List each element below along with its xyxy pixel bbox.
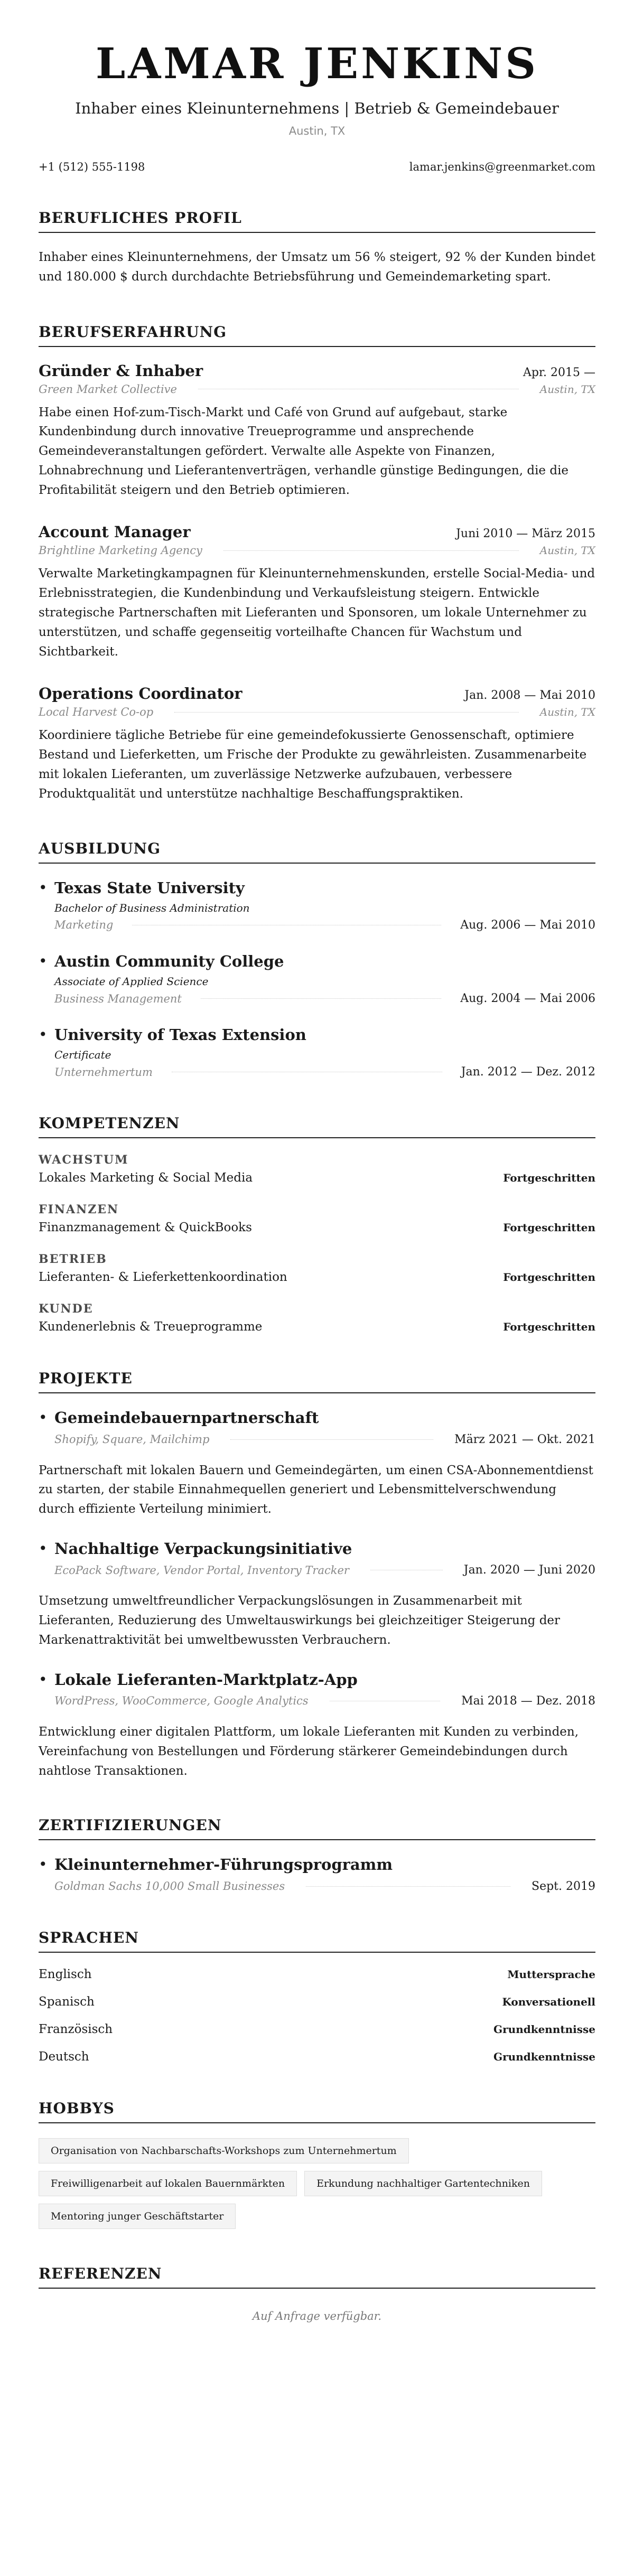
degree-name: Associate of Applied Science (54, 975, 209, 988)
dotted-divider (230, 1439, 433, 1440)
candidate-title: Inhaber eines Kleinunternehmens | Betrieb & Gemeindebauer (75, 99, 559, 117)
language-row (39, 1968, 595, 1981)
certification-issuer: Goldman Sachs 10,000 Small Businesses (54, 1880, 285, 1893)
job-company: Local Harvest Co-op (39, 706, 154, 719)
section-heading: BERUFLICHES PROFIL (39, 209, 595, 233)
skill-name: Lieferanten- & Lieferkettenkoordination (39, 1270, 287, 1285)
hobby-tag: Organisation von Nachbarschafts-Workshops zum Unternehmertum (39, 2138, 409, 2163)
project-description: Partnerschaft mit lokalen Bauern und Gemeindegärten, um einen CSA-Abonnementdienst zu starten, der stabile Einnahmequellen generiert und Lebensmittelverschwendung durch effiziente Verteilung minimiert. (39, 1463, 593, 1516)
education-entry (39, 952, 595, 1005)
skill-name: Finanzmanagement & QuickBooks (39, 1221, 252, 1235)
job-location: Austin, TX (539, 544, 595, 557)
education-dates: Jan. 2012 — Dez. 2012 (461, 1065, 595, 1079)
language-row (39, 2050, 595, 2064)
dotted-divider (201, 998, 441, 999)
education-dates: Aug. 2004 — Mai 2006 (460, 992, 595, 1006)
references-text: Auf Anfrage verfügbar. (252, 2309, 382, 2322)
language-name: Englisch (39, 1967, 92, 1981)
school-name: Austin Community College (54, 952, 284, 970)
bullet-icon: • (39, 1540, 48, 1558)
job-title: Account Manager (39, 523, 191, 541)
project-description: Entwicklung einer digitalen Plattform, um lokale Lieferanten mit Kunden zu verbinden, Vereinfachung von Bestellungen und Förderung stärkerer Gemeindebindungen durch nahtlose Transaktionen. (39, 1725, 579, 1778)
field-of-study: Unternehmertum (54, 1065, 153, 1079)
job-entry (39, 685, 595, 803)
certifications-section (39, 1816, 595, 1893)
profile-text: Inhaber eines Kleinunternehmens, der Umsatz um 56 % steigert, 92 % der Kunden bindet und 180.000 $ durch durchdachte Betriebsführung und Gemeindemarketing spart. (39, 250, 595, 284)
school-name: Texas State University (54, 878, 245, 897)
section-heading: REFERENZEN (39, 2265, 595, 2289)
skill-group (39, 1252, 595, 1284)
field-of-study: Business Management (54, 992, 182, 1005)
bullet-icon: • (39, 878, 48, 896)
hobby-tag: Mentoring junger Geschäftstarter (39, 2204, 236, 2229)
degree-name: Bachelor of Business Administration (54, 901, 250, 914)
project-title: Lokale Lieferanten-Marktplatz-App (54, 1670, 358, 1689)
hobby-tags (39, 2138, 595, 2229)
degree-name: Certificate (54, 1048, 111, 1062)
job-location: Austin, TX (539, 382, 595, 396)
certification-title: Kleinunternehmer-Führungsprogramm (54, 1856, 393, 1874)
job-title: Gründer & Inhaber (39, 361, 203, 380)
bullet-icon: • (39, 1026, 48, 1044)
dotted-divider (223, 550, 519, 551)
section-heading: KOMPETENZEN (39, 1114, 595, 1138)
language-name: Spanisch (39, 1994, 95, 2009)
language-level: Grundkenntnisse (493, 2050, 595, 2063)
project-dates: Mai 2018 — Dez. 2018 (461, 1694, 595, 1708)
education-dates: Aug. 2006 — Mai 2010 (460, 918, 595, 932)
email-address[interactable]: lamar.jenkins@greenmarket.com (409, 161, 595, 173)
project-tools: EcoPack Software, Vendor Portal, Inventory Tracker (54, 1563, 349, 1577)
section-heading: ZERTIFIZIERUNGEN (39, 1816, 595, 1840)
job-dates: Juni 2010 — März 2015 (456, 527, 595, 541)
job-company: Brightline Marketing Agency (39, 544, 202, 557)
section-heading: AUSBILDUNG (39, 840, 595, 864)
certification-entry (39, 1855, 595, 1893)
job-entry (39, 362, 595, 500)
skill-level: Fortgeschritten (503, 1271, 595, 1284)
job-dates: Jan. 2008 — Mai 2010 (464, 689, 595, 702)
project-dates: Jan. 2020 — Juni 2020 (463, 1563, 595, 1577)
projects-section (39, 1370, 595, 1781)
dotted-divider (306, 1886, 510, 1887)
skill-level: Fortgeschritten (503, 1172, 595, 1185)
language-name: Französisch (39, 2022, 113, 2036)
school-name: University of Texas Extension (54, 1026, 306, 1044)
job-dates: Apr. 2015 — (523, 366, 595, 379)
project-tools: Shopify, Square, Mailchimp (54, 1433, 210, 1446)
project-entry (39, 1408, 595, 1453)
contact-row (39, 161, 595, 173)
education-entry (39, 1025, 595, 1079)
job-description: Koordiniere tägliche Betriebe für eine gemeindefokussierte Genossenschaft, optimiere Bestand und Lieferketten, um Frische der Produkte zu gewährleisten. Zusammenarbeite mit lokalen Lieferanten, um zuverlässige Netzwerke aufzubauen, verbessere Produktqualität und unterstütze nachhaltige Beschaffungspraktiken. (39, 728, 587, 801)
skill-category: KUNDE (39, 1302, 94, 1316)
language-row (39, 1995, 595, 2009)
job-description: Habe einen Hof-zum-Tisch-Markt und Café von Grund auf aufgebaut, starke Kundenbindung durch innovative Treueprogramme und ansprechende Gemeindeveranstaltungen gefördert. Verwalte alle Aspekte von Finanzen, Lohnabrechnung und Lieferantenverträgen, verhandle günstige Bedingungen, die die Profitabilität steigern und den Betrieb optimieren. (39, 405, 569, 497)
skill-name: Kundenerlebnis & Treueprogramme (39, 1320, 263, 1334)
skill-group (39, 1302, 595, 1334)
job-title: Operations Coordinator (39, 685, 243, 703)
field-of-study: Marketing (54, 919, 114, 932)
project-title: Gemeindebauernpartnerschaft (54, 1409, 319, 1427)
project-entry (39, 1539, 595, 1584)
language-level: Konversationell (502, 1995, 595, 2008)
skill-group (39, 1153, 595, 1185)
job-location: Austin, TX (539, 706, 595, 719)
project-entry (39, 1670, 595, 1715)
skill-group (39, 1203, 595, 1234)
hobbies-section (39, 2100, 595, 2229)
skill-category: FINANZEN (39, 1203, 119, 1217)
candidate-location: Austin, TX (288, 125, 346, 137)
skill-level: Fortgeschritten (503, 1320, 595, 1334)
skill-level: Fortgeschritten (503, 1221, 595, 1234)
hobby-tag: Erkundung nachhaltiger Gartentechniken (304, 2171, 542, 2196)
job-company: Green Market Collective (39, 382, 177, 396)
references-section (39, 2265, 595, 2322)
project-description: Umsetzung umweltfreundlicher Verpackungslösungen in Zusammenarbeit mit Lieferanten, Reduzierung des Umweltauswirkungs bei gleichzeitiger Steigerung der Markenattraktivität bei umweltbewussten Verbrauchern. (39, 1594, 561, 1647)
dotted-divider (174, 712, 519, 713)
skill-category: WACHSTUM (39, 1153, 129, 1167)
candidate-name: LAMAR JENKINS (95, 39, 539, 88)
skills-section (39, 1114, 595, 1334)
section-heading: HOBBYS (39, 2100, 595, 2123)
experience-section (39, 323, 595, 804)
skill-category: BETRIEB (39, 1252, 107, 1267)
section-heading: BERUFSERFAHRUNG (39, 323, 595, 347)
project-title: Nachhaltige Verpackungsinitiative (54, 1540, 352, 1558)
language-row (39, 2022, 595, 2036)
job-entry (39, 523, 595, 661)
language-level: Muttersprache (507, 1968, 595, 1981)
bullet-icon: • (39, 1856, 48, 1874)
language-name: Deutsch (39, 2049, 89, 2064)
section-heading: PROJEKTE (39, 1370, 595, 1393)
profile-section (39, 209, 595, 287)
resume-header (39, 41, 595, 137)
bullet-icon: • (39, 1409, 48, 1427)
hobby-tag: Freiwilligenarbeit auf lokalen Bauernmärkten (39, 2171, 297, 2196)
project-dates: März 2021 — Okt. 2021 (454, 1432, 595, 1446)
certification-date: Sept. 2019 (532, 1879, 595, 1893)
section-heading: SPRACHEN (39, 1929, 595, 1953)
skill-name: Lokales Marketing & Social Media (39, 1171, 253, 1185)
education-section (39, 840, 595, 1079)
bullet-icon: • (39, 1670, 48, 1688)
job-description: Verwalte Marketingkampagnen für Kleinunternehmenskunden, erstelle Social-Media- und Erlebnisstrategien, die Kundenbindung und Verkaufsleistung steigern. Entwickle strategische Partnerschaften mit Lieferanten und Sponsoren, um lokale Unternehmer zu unterstützen, und schaffe gegenseitig vorteilhafte Chancen für Wachstum und Sichtbarkeit. (39, 567, 595, 659)
education-entry (39, 878, 595, 932)
bullet-icon: • (39, 952, 48, 970)
languages-section (39, 1929, 595, 2064)
project-tools: WordPress, WooCommerce, Google Analytics (54, 1694, 309, 1708)
phone-number: +1 (512) 555-1198 (39, 161, 145, 173)
language-level: Grundkenntnisse (493, 2022, 595, 2036)
